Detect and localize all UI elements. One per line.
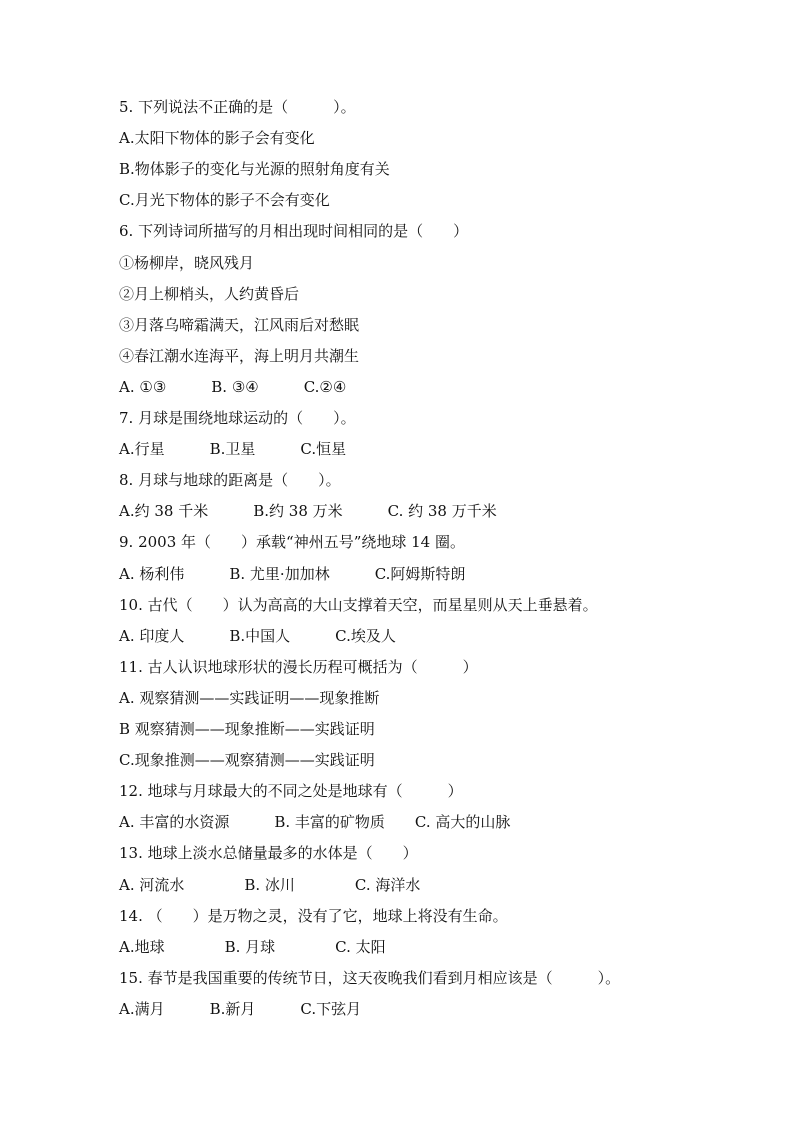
text-line: A.太阳下物体的影子会有变化 [119,129,315,148]
text-line: A.约 38 千米 B.约 38 万米 C. 约 38 万千米 [119,502,497,521]
text-line: C.现象推测——观察猜测——实践证明 [119,751,375,770]
text-line: 8. 月球与地球的距离是（ ）。 [119,471,341,490]
text-line: A. ①③ B. ③④ C.②④ [119,377,347,396]
text-line: A. 杨利伟 B. 尤里·加加林 C.阿姆斯特朗 [119,564,466,583]
text-line: 12. 地球与月球最大的不同之处是地球有（ ） [119,782,463,801]
text-line: B 观察猜测——现象推断——实践证明 [119,720,375,738]
text-line: ④春江潮水连海平，海上明月共潮生 [119,346,360,365]
text-line: A. 丰富的水资源 B. 丰富的矿物质 C. 高大的山脉 [119,813,511,832]
text-line: 15. 春节是我国重要的传统节日，这天夜晚我们看到月相应该是（ ）。 [119,968,621,987]
text-line: B.物体影子的变化与光源的照射角度有关 [119,160,390,179]
text-line: A. 河流水 B. 冰川 C. 海洋水 [119,875,421,894]
text-line: 9. 2003 年（ ）承载“神州五号”绕地球 14 圈。 [119,533,465,552]
text-line: A.行星 B.卫星 C.恒星 [119,440,347,459]
text-line: 13. 地球上淡水总储量最多的水体是（ ） [119,844,418,863]
text-line: C.月光下物体的影子不会有变化 [119,191,330,210]
text-line: 5. 下列说法不正确的是（ ）。 [119,98,356,116]
text-line: ②月上柳梢头，人约黄昏后 [119,284,300,303]
text-line: A.地球 B. 月球 C. 太阳 [119,937,386,956]
text-line: 10. 古代（ ）认为高高的大山支撑着天空，而星星则从天上垂悬着。 [119,595,598,614]
text-line: A. 观察猜测——实践证明——现象推断 [119,688,380,707]
text-line: ③月落乌啼霜满天，江风雨后对愁眠 [119,315,360,334]
text-line: ①杨柳岸，晓风残月 [119,253,255,272]
text-line: 14. （ ）是万物之灵，没有了它，地球上将没有生命。 [119,906,508,925]
text-line: A.满月 B.新月 C.下弦月 [119,999,362,1018]
text-line: A. 印度人 B.中国人 C.埃及人 [119,626,396,645]
text-line: 11. 古人认识地球形状的漫长历程可概括为（ ） [119,657,478,676]
text-line: 7. 月球是围绕地球运动的（ ）。 [119,409,356,427]
text-line: 6. 下列诗词所描写的月相出现时间相同的是（ ） [119,222,469,241]
